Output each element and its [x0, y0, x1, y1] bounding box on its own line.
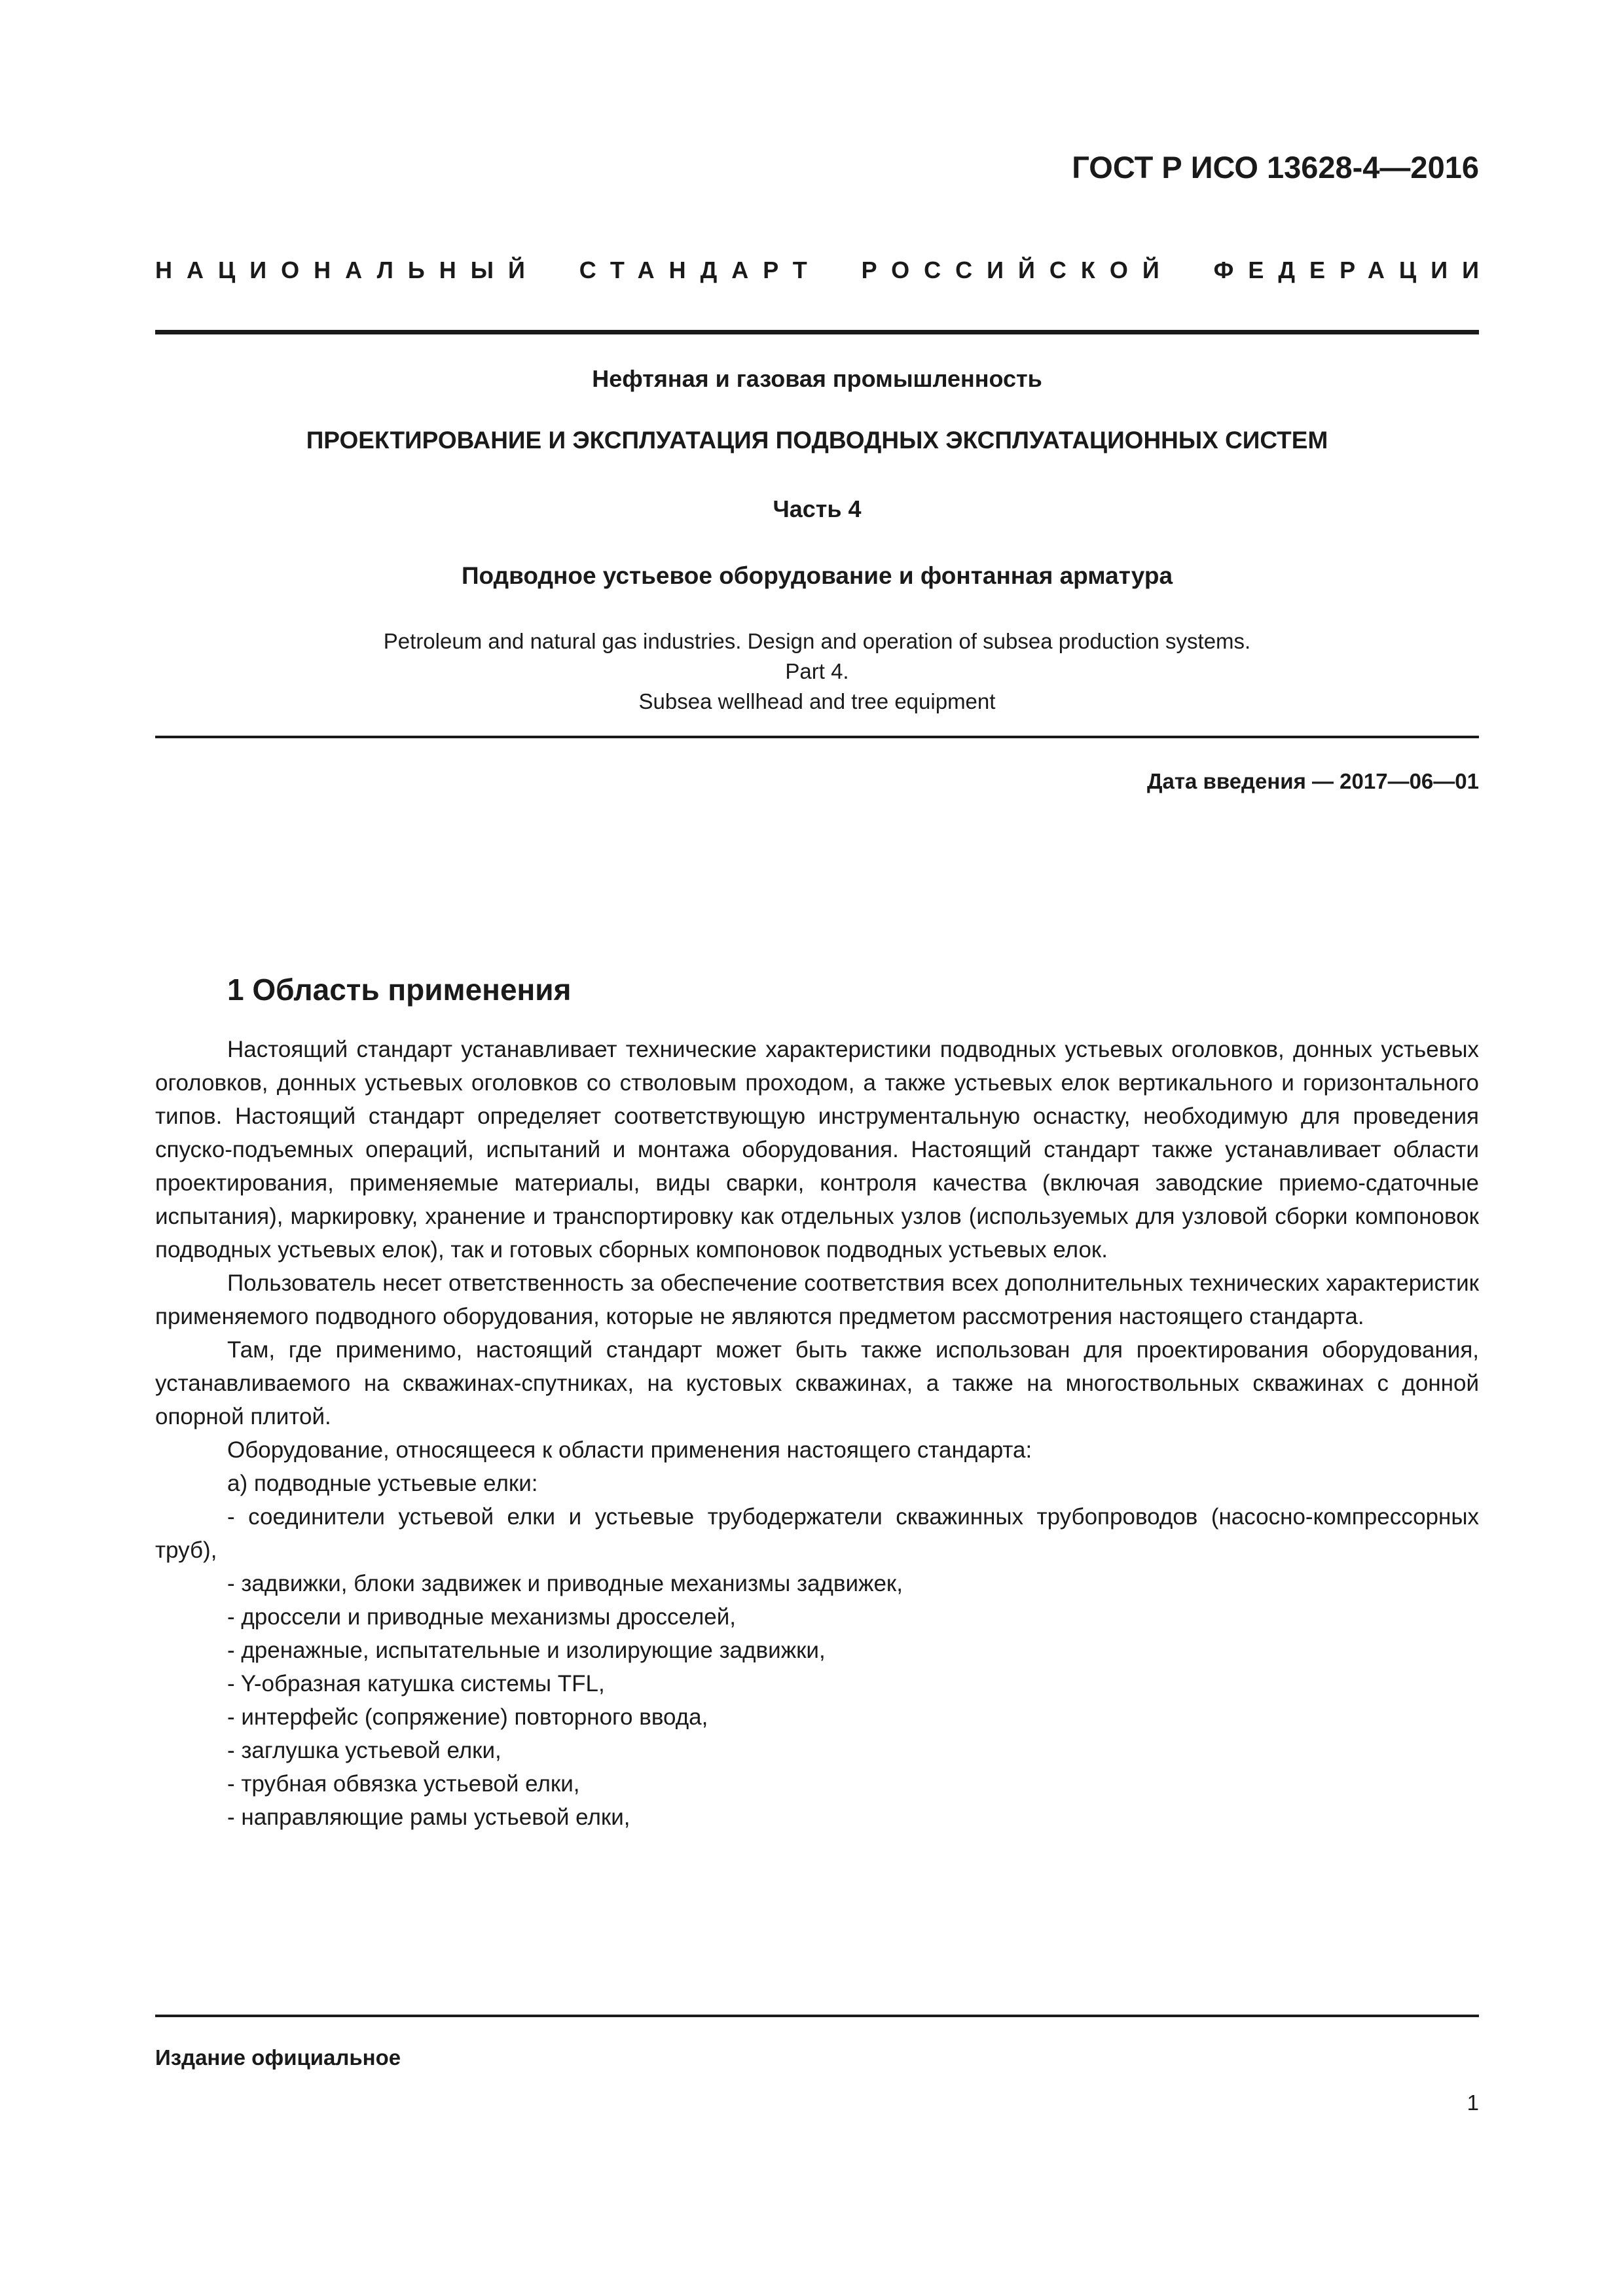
english-title [155, 626, 1479, 717]
title-rule [155, 736, 1479, 738]
english-title-line: Subsea wellhead and tree equipment [638, 689, 996, 713]
list-item: - соединители устьевой елки и устьевые трубодержатели скважинных трубопроводов (насосно-компрессорных труб), [155, 1504, 1479, 1563]
top-rule [155, 330, 1479, 334]
list-item: - заглушка устьевой елки, [227, 1738, 501, 1763]
banner-word: ФЕДЕРАЦИИ [1213, 257, 1493, 283]
paragraph: Оборудование, относящееся к области применения настоящего стандарта: [227, 1437, 1032, 1463]
document-subtitle: Подводное устьевое оборудование и фонтанная арматура [461, 562, 1173, 589]
list-item: - задвижки, блоки задвижек и приводные механизмы задвижек, [227, 1571, 903, 1596]
footer-rule [155, 2015, 1479, 2017]
part-number: Часть 4 [773, 495, 862, 522]
list-item: - Y-образная катушка системы TFL, [227, 1671, 605, 1696]
paragraph: Там, где применимо, настоящий стандарт может быть также использован для проектирования оборудования, устанавливаемого на скважинах-спутниках, на кустовых скважинах, а также на многоствольных скважинах с донной опорной плитой. [155, 1337, 1479, 1429]
list-item: - интерфейс (сопряжение) повторного ввода, [227, 1704, 708, 1730]
english-title-line: Petroleum and natural gas industries. Design and operation of subsea production systems. [383, 629, 1251, 653]
banner-word: РОССИЙСКОЙ [861, 257, 1174, 283]
english-title-line: Part 4. [785, 659, 849, 683]
national-standard-banner [155, 257, 1493, 284]
banner-word: СТАНДАРТ [579, 257, 822, 283]
list-item: - дроссели и приводные механизмы дросселей, [227, 1604, 736, 1630]
list-item: - трубная обвязка устьевой елки, [227, 1771, 580, 1797]
section-body [155, 1033, 1479, 1834]
document-title: ПРОЕКТИРОВАНИЕ И ЭКСПЛУАТАЦИЯ ПОДВОДНЫХ ЭКСПЛУАТАЦИОННЫХ СИСТЕМ [306, 427, 1328, 454]
page-number: 1 [1467, 2090, 1479, 2115]
list-item: а) подводные устьевые елки: [227, 1471, 538, 1496]
list-item: - направляющие рамы устьевой елки, [227, 1804, 630, 1830]
paragraph: Пользователь несет ответственность за обеспечение соответствия всех дополнительных технических характеристик применяемого подводного оборудования, которые не являются предметом рассмотрения настоящего стандарта. [155, 1270, 1479, 1329]
list-item: - дренажные, испытательные и изолирующие задвижки, [227, 1638, 826, 1663]
paragraph: Настоящий стандарт устанавливает технические характеристики подводных устьевых оголовков, донных устьевых оголовков, донных устьевых оголовков со стволовым проходом, а также устьевых елок вертикального и горизонтального типов. Настоящий стандарт определяет соответствующую инструментальную оснастку, необходимую для проведения спуско-подъемных операций, испытаний и монтажа оборудования. Настоящий стандарт также устанавливает области проектирования, применяемые материалы, виды сварки, контроля качества (включая заводские приемо-сдаточные испытания), маркировку, хранение и транспортировку как отдельных узлов (используемых для узловой сборки компоновок подводных устьевых елок), так и готовых сборных компоновок подводных устьевых елок. [155, 1037, 1479, 1263]
industry-heading: Нефтяная и газовая промышленность [592, 365, 1042, 392]
document-code: ГОСТ Р ИСО 13628-4—2016 [1072, 150, 1479, 185]
introduction-date: Дата введения — 2017—06—01 [1147, 769, 1479, 793]
section-heading: 1 Область применения [227, 973, 572, 1007]
official-edition-label: Издание официальное [155, 2045, 401, 2070]
banner-word: НАЦИОНАЛЬНЫЙ [155, 257, 539, 283]
